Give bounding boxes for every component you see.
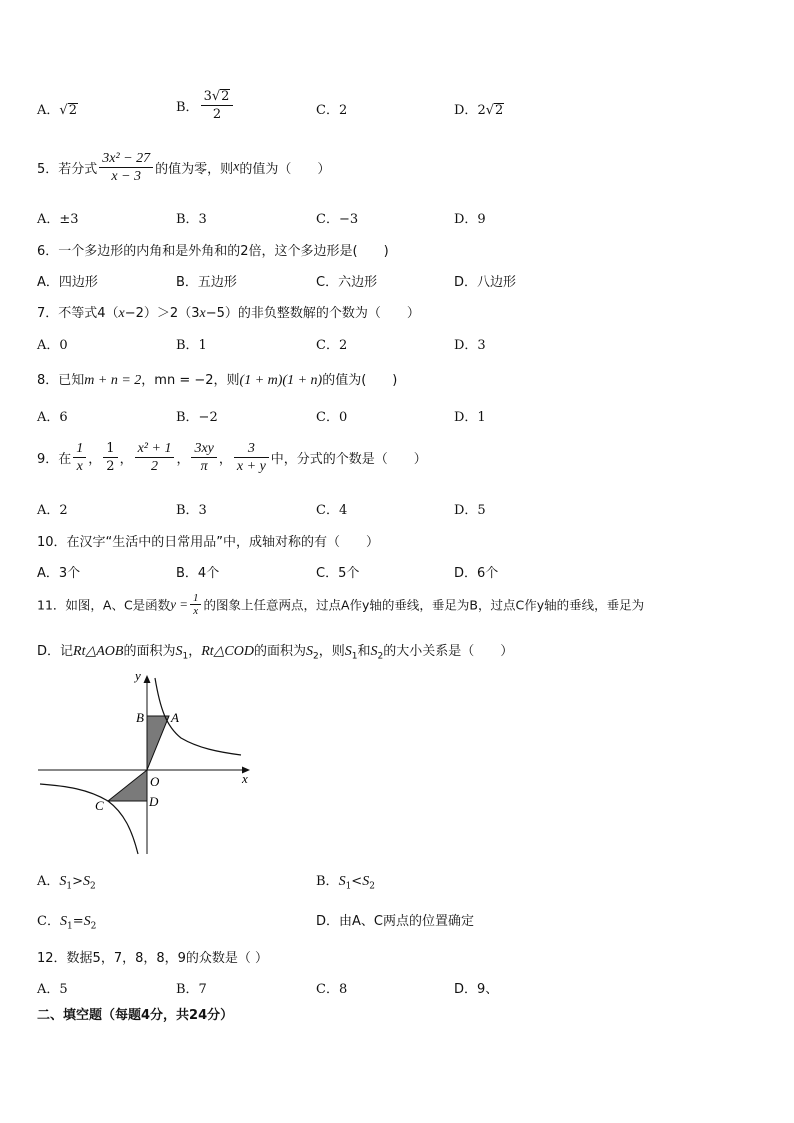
q9-option-c: C．4	[316, 503, 348, 518]
q6-option-c: C．六边形	[316, 275, 378, 290]
q5-option-b: B．3	[176, 212, 207, 227]
q11-hyperbola-figure	[36, 668, 256, 856]
question-11-line-2: D．记Rt△AOB的面积为$S_1$，Rt△COD的面积为$S_2$，则$S_1$和$S_2$的大小关系是（ ）	[37, 644, 514, 662]
question-11-line-1: 11．如图，A、C是函数y = $\frac{1}{x}$ 的图象上任意两点，过点A作y轴的垂线，垂足为B，过点C作y轴的垂线，垂足为	[37, 592, 645, 617]
q4-option-b: B． $\frac{3√2}{2}$	[176, 88, 235, 123]
q7-option-d: D．3	[454, 338, 486, 353]
question-5: 5．若分式 $\frac{\text{3x² − 27}}{x - 3}$ 的值为零，则x的值为（ ）	[37, 151, 331, 184]
q5-option-d: D．9	[454, 212, 486, 227]
label-x: x	[242, 771, 248, 786]
q5-option-c: C．−3	[316, 212, 359, 227]
q4-option-b-fraction: $\frac{3√2}{2}$	[201, 88, 234, 123]
q8-option-a: A．6	[37, 410, 68, 425]
q7-option-b: B．1	[176, 338, 207, 353]
q8-option-c: C．0	[316, 410, 348, 425]
question-12: 12．数据5，7，8，8，9的众数是（ ）	[37, 951, 269, 966]
q11-function-fraction: $\frac{1}{x}$	[190, 592, 202, 617]
q9-fraction-4: $\frac{3xy}{\pi}$	[191, 440, 216, 475]
label-o: O	[150, 774, 160, 789]
label-y: y	[135, 668, 141, 683]
label-a: A	[171, 710, 179, 725]
q8-option-b: B．−2	[176, 410, 218, 425]
q6-option-a: A．四边形	[37, 275, 98, 290]
q4-option-a: A．√2	[37, 103, 77, 118]
question-7: 7．不等式4（x−2）＞2（3x−5）的非负整数解的个数为（ ）	[37, 306, 420, 321]
q12-option-c: C．8	[316, 982, 348, 997]
triangle-cod	[108, 770, 147, 801]
q4-option-d: D．2√2	[454, 103, 504, 118]
q4-option-c: C．2	[316, 103, 348, 118]
label-c: C	[95, 798, 104, 813]
q9-option-b: B．3	[176, 503, 207, 518]
q11-option-d: D．由A、C两点的位置确定	[316, 914, 474, 929]
q9-fraction-5: $\frac{3}{x + y}$	[234, 440, 269, 475]
q11-option-a: A．$S_1>S_2$	[37, 874, 96, 892]
label-b: B	[136, 710, 144, 725]
q10-option-c: C．5个	[316, 566, 360, 581]
q8-option-d: D．1	[454, 410, 486, 425]
q11-option-b: B．$S_1<S_2$	[316, 874, 375, 892]
q7-option-a: A．0	[37, 338, 68, 353]
q7-option-c: C．2	[316, 338, 348, 353]
question-6: 6．一个多边形的内角和是外角和的2倍，这个多边形是( )	[37, 244, 389, 259]
sqrt-radicand: 2	[68, 103, 77, 118]
label-d: D	[149, 794, 159, 809]
q12-option-a: A．5	[37, 982, 68, 997]
question-8: 8．已知m + n = 2，mn = −2，则(1 + m)(1 + n)的值为( )	[37, 373, 398, 388]
q5-option-a: A．±3	[37, 212, 79, 227]
q10-option-d: D．6个	[454, 566, 499, 581]
q10-option-b: B．4个	[176, 566, 220, 581]
q9-fraction-1: $\frac{1}{x}$	[73, 440, 86, 475]
section-2-heading: 二、填空题（每题4分，共24分）	[37, 1008, 234, 1023]
triangle-aob	[147, 716, 169, 770]
q9-fraction-2: $\frac{1}{2}$	[103, 440, 117, 475]
q9-option-d: D．5	[454, 503, 486, 518]
q12-option-d: D．9、	[454, 982, 499, 997]
question-10: 10．在汉字“生活中的日常用品”中，成轴对称的有（ ）	[37, 535, 380, 550]
q6-option-d: D．八边形	[454, 275, 517, 290]
q6-option-b: B．五边形	[176, 275, 237, 290]
q12-option-b: B．7	[176, 982, 207, 997]
y-axis-arrow-icon	[144, 675, 151, 683]
q11-option-c: C．$S_1=S_2$	[37, 914, 97, 932]
q9-fraction-3: $\frac{\text{x² + 1}}{2}$	[135, 440, 175, 475]
question-9: 9．在 $\frac{1}{x}$ ， $\frac{1}{2}$ ， $\frac{\text{x² + 1}}{2}$ ， $\frac{3xy}{\pi}$ ， $\frac{3}{x + y}$ 中，分式的个数是（ ）	[37, 441, 427, 474]
q5-fraction: $\frac{\text{3x² − 27}}{x - 3}$	[99, 150, 153, 185]
q10-option-a: A．3个	[37, 566, 81, 581]
q9-option-a: A．2	[37, 503, 68, 518]
